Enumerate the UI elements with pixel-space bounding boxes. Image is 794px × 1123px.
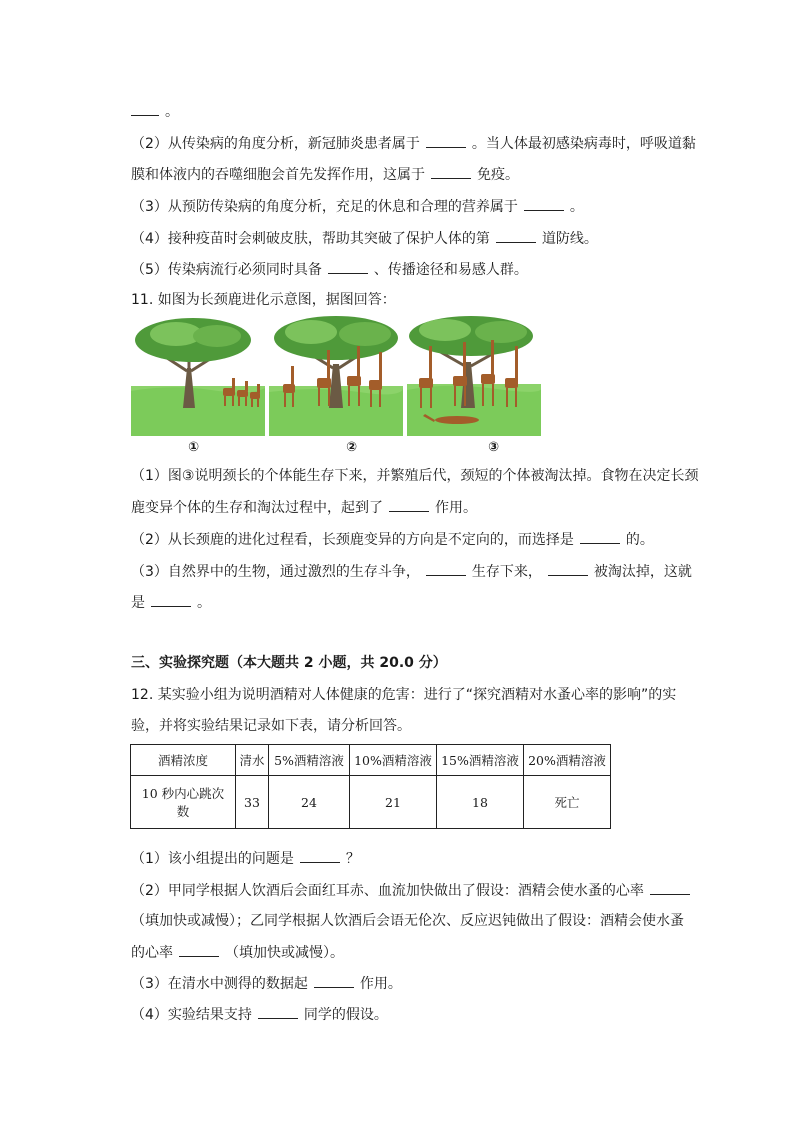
header-cell: 20%酒精溶液 bbox=[524, 745, 611, 776]
text: 被淘汰掉，这就 bbox=[593, 564, 692, 580]
table-row bbox=[131, 776, 611, 829]
q10-3 bbox=[131, 196, 584, 217]
panel-3-image bbox=[407, 316, 541, 436]
answer-blank[interactable] bbox=[300, 848, 340, 863]
q11-1-line1: （1）图③说明颈长的个体能生存下来，并繁殖后代，颈短的个体被淘汰掉。食物在决定长颈 bbox=[131, 468, 699, 484]
text: （3）从预防传染病的角度分析，充足的休息和合理的营养属于 bbox=[131, 199, 518, 215]
q11-3-line1 bbox=[131, 561, 692, 582]
answer-blank[interactable] bbox=[328, 259, 368, 274]
header-cell: 5%酒精溶液 bbox=[269, 745, 350, 776]
answer-blank[interactable] bbox=[426, 133, 466, 148]
answer-blank[interactable] bbox=[389, 497, 429, 512]
text: （4）实验结果支持 bbox=[131, 1007, 252, 1023]
q12-2-line1 bbox=[131, 880, 696, 901]
q11-2 bbox=[131, 529, 654, 550]
answer-blank[interactable] bbox=[431, 164, 471, 179]
answer-blank[interactable] bbox=[314, 973, 354, 988]
q11-1-line2 bbox=[131, 497, 477, 518]
text: 的心率 bbox=[131, 945, 173, 961]
text: 生存下来， bbox=[471, 564, 542, 580]
row-label-line: 数 bbox=[176, 804, 190, 819]
row-label-line: 10 秒内心跳次 bbox=[141, 786, 225, 801]
figure-label-1: ① bbox=[188, 440, 200, 455]
dead-giraffe bbox=[435, 416, 479, 424]
q12-stem-line1: 12. 某实验小组为说明酒精对人体健康的危害：进行了“探究酒精对水蚤心率的影响”的实 bbox=[131, 687, 677, 703]
answer-blank[interactable] bbox=[258, 1004, 298, 1019]
text: （2）从传染病的角度分析，新冠肺炎患者属于 bbox=[131, 136, 420, 152]
text: 、传播途径和易感人群。 bbox=[373, 262, 528, 278]
text: （填加快或减慢）。 bbox=[225, 945, 344, 961]
text: 同学的假设。 bbox=[303, 1007, 388, 1023]
answer-blank[interactable] bbox=[524, 196, 564, 211]
text: （5）传染病流行必须同时具备 bbox=[131, 262, 322, 278]
table-cell: 21 bbox=[350, 776, 437, 829]
text: （2）甲同学根据人饮酒后会面红耳赤、血流加快做出了假设：酒精会使水蚤的心率 bbox=[131, 883, 644, 899]
header-cell: 15%酒精溶液 bbox=[437, 745, 524, 776]
panel-1-image bbox=[131, 316, 265, 436]
q10-2-line1 bbox=[131, 133, 696, 154]
q11-3-line2 bbox=[131, 592, 211, 613]
figure-label-2: ② bbox=[346, 440, 358, 455]
answer-blank[interactable] bbox=[548, 561, 588, 576]
text: 作用。 bbox=[435, 500, 477, 516]
q12-3 bbox=[131, 973, 402, 994]
q12-4 bbox=[131, 1004, 388, 1025]
giraffe-evolution-figure bbox=[131, 316, 539, 438]
q11-stem: 11. 如图为长颈鹿进化示意图，据图回答： bbox=[131, 292, 396, 308]
text: 。 bbox=[165, 104, 179, 120]
text: ？ bbox=[345, 851, 360, 867]
answer-blank[interactable] bbox=[179, 942, 219, 957]
answer-blank[interactable] bbox=[426, 561, 466, 576]
text: 的。 bbox=[625, 532, 654, 548]
text: 道防线。 bbox=[541, 231, 598, 247]
table-cell: 24 bbox=[269, 776, 350, 829]
answer-blank[interactable] bbox=[580, 529, 620, 544]
text: （3）在清水中测得的数据起 bbox=[131, 976, 308, 992]
table-header-row bbox=[131, 745, 611, 776]
text: （3）自然界中的生物，通过激烈的生存斗争， bbox=[131, 564, 420, 580]
text: 免疫。 bbox=[477, 167, 519, 183]
answer-blank[interactable] bbox=[131, 101, 159, 116]
table-cell: 18 bbox=[437, 776, 524, 829]
text: （2）从长颈鹿的进化过程看，长颈鹿变异的方向是不定向的，而选择是 bbox=[131, 532, 574, 548]
header-cell: 清水 bbox=[236, 745, 269, 776]
text: 。 bbox=[197, 595, 211, 611]
q10-line1 bbox=[131, 101, 179, 122]
answer-blank[interactable] bbox=[151, 592, 191, 607]
q12-1 bbox=[131, 848, 360, 869]
text: 。当人体最初感染病毒时，呼吸道黏 bbox=[471, 136, 696, 152]
section-heading: 三、实验探究题（本大题共 2 小题，共 20.0 分） bbox=[131, 655, 447, 671]
q12-2-line3 bbox=[131, 942, 344, 963]
q12-2-line2: （填加快或减慢）；乙同学根据人饮酒后会语无伦次、反应迟钝做出了假设：酒精会使水蚤 bbox=[131, 913, 684, 929]
q10-2-line2 bbox=[131, 164, 519, 185]
q10-5 bbox=[131, 259, 528, 280]
results-table bbox=[130, 744, 611, 829]
text: 膜和体液内的吞噬细胞会首先发挥作用，这属于 bbox=[131, 167, 425, 183]
header-cell: 10%酒精溶液 bbox=[350, 745, 437, 776]
q12-stem-line2: 验，并将实验结果记录如下表，请分析回答。 bbox=[131, 718, 411, 734]
figure-label-3: ③ bbox=[488, 440, 500, 455]
table-cell: 死亡 bbox=[524, 776, 611, 829]
header-cell: 酒精浓度 bbox=[131, 745, 236, 776]
text: （1）该小组提出的问题是 bbox=[131, 851, 294, 867]
text: 是 bbox=[131, 595, 145, 611]
text: 鹿变异个体的生存和淘汰过程中，起到了 bbox=[131, 500, 383, 516]
q10-4 bbox=[131, 228, 598, 249]
answer-blank[interactable] bbox=[650, 880, 690, 895]
text: （4）接种疫苗时会刺破皮肤，帮助其突破了保护人体的第 bbox=[131, 231, 490, 247]
table-cell: 33 bbox=[236, 776, 269, 829]
panel-2-image bbox=[269, 316, 403, 436]
text: 作用。 bbox=[359, 976, 402, 992]
answer-blank[interactable] bbox=[496, 228, 536, 243]
text: 。 bbox=[569, 199, 584, 215]
row-label-cell bbox=[131, 776, 236, 829]
